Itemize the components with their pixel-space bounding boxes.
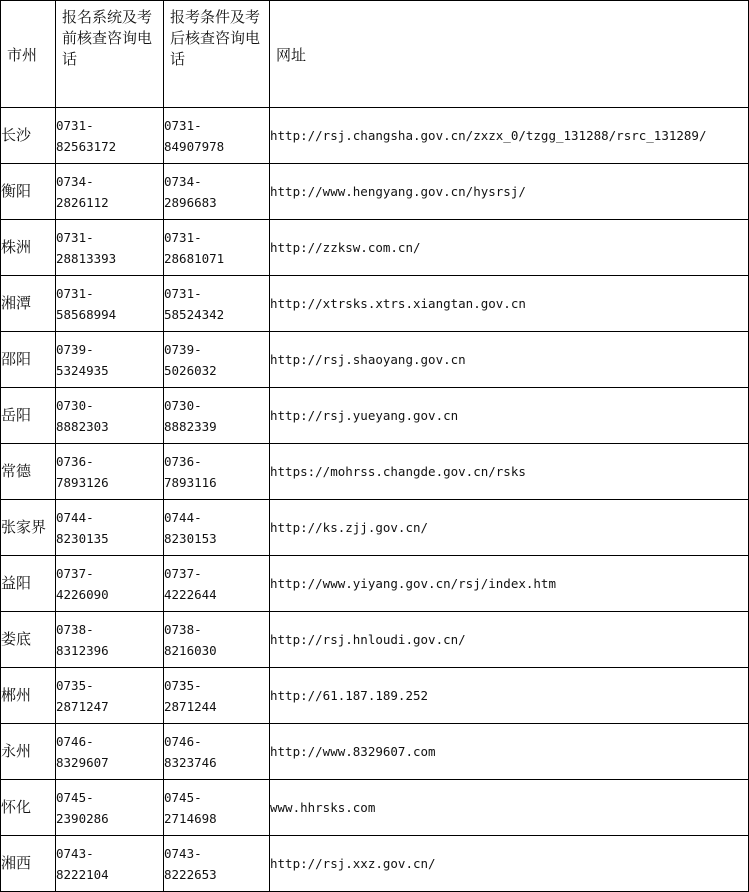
table-row (1, 500, 749, 556)
table-row (1, 332, 749, 388)
phone-register-cell: 0731- 28813393 (56, 220, 164, 276)
url-link[interactable]: http://zzksw.com.cn/ (270, 220, 749, 276)
phone-post-cell: 0734- 2896683 (164, 164, 270, 220)
table-header-row (1, 1, 749, 108)
city-cell: 娄底 (1, 612, 56, 668)
phone-post-cell: 0738- 8216030 (164, 612, 270, 668)
table-row (1, 836, 749, 892)
phone-post-cell: 0735- 2871244 (164, 668, 270, 724)
phone-register-cell: 0734- 2826112 (56, 164, 164, 220)
city-cell: 岳阳 (1, 388, 56, 444)
phone-register-cell: 0737- 4226090 (56, 556, 164, 612)
url-link[interactable]: http://rsj.yueyang.gov.cn (270, 388, 749, 444)
phone-post-cell: 0744- 8230153 (164, 500, 270, 556)
url-link[interactable]: http://www.8329607.com (270, 724, 749, 780)
url-link[interactable]: http://www.hengyang.gov.cn/hysrsj/ (270, 164, 749, 220)
phone-post-cell: 0730- 8882339 (164, 388, 270, 444)
table-row (1, 444, 749, 500)
table-body (1, 108, 749, 892)
phone-post-cell: 0731- 84907978 (164, 108, 270, 164)
url-link[interactable]: http://61.187.189.252 (270, 668, 749, 724)
phone-post-cell: 0731- 58524342 (164, 276, 270, 332)
city-cell: 湘西 (1, 836, 56, 892)
city-cell: 株洲 (1, 220, 56, 276)
city-cell: 怀化 (1, 780, 56, 836)
header-url: 网址 (270, 1, 749, 108)
url-link[interactable]: http://rsj.hnloudi.gov.cn/ (270, 612, 749, 668)
table-row (1, 164, 749, 220)
city-cell: 长沙 (1, 108, 56, 164)
phone-register-cell: 0731- 58568994 (56, 276, 164, 332)
phone-register-cell: 0746- 8329607 (56, 724, 164, 780)
table-row (1, 388, 749, 444)
url-link[interactable]: http://xtrsks.xtrs.xiangtan.gov.cn (270, 276, 749, 332)
phone-register-cell: 0743- 8222104 (56, 836, 164, 892)
city-cell: 益阳 (1, 556, 56, 612)
phone-post-cell: 0743- 8222653 (164, 836, 270, 892)
table-row (1, 724, 749, 780)
table-row (1, 108, 749, 164)
phone-post-cell: 0736- 7893116 (164, 444, 270, 500)
url-link[interactable]: http://ks.zjj.gov.cn/ (270, 500, 749, 556)
header-phone-post: 报考条件及考后核查咨询电话 (164, 1, 270, 108)
phone-register-cell: 0731- 82563172 (56, 108, 164, 164)
phone-post-cell: 0739- 5026032 (164, 332, 270, 388)
url-link[interactable]: http://rsj.changsha.gov.cn/zxzx_0/tzgg_131288/rsrc_131289/ (270, 108, 749, 164)
city-cell: 张家界 (1, 500, 56, 556)
table-row (1, 276, 749, 332)
city-cell: 湘潭 (1, 276, 56, 332)
phone-post-cell: 0745- 2714698 (164, 780, 270, 836)
phone-register-cell: 0735- 2871247 (56, 668, 164, 724)
city-cell: 永州 (1, 724, 56, 780)
url-link[interactable]: http://rsj.xxz.gov.cn/ (270, 836, 749, 892)
url-link[interactable]: http://www.yiyang.gov.cn/rsj/index.htm (270, 556, 749, 612)
table-row (1, 556, 749, 612)
phone-register-cell: 0738- 8312396 (56, 612, 164, 668)
phone-post-cell: 0737- 4222644 (164, 556, 270, 612)
table-row (1, 668, 749, 724)
city-cell: 邵阳 (1, 332, 56, 388)
phone-register-cell: 0730- 8882303 (56, 388, 164, 444)
header-phone-register: 报名系统及考前核查咨询电话 (56, 1, 164, 108)
city-cell: 常德 (1, 444, 56, 500)
header-city: 市州 (1, 1, 56, 108)
table-row (1, 780, 749, 836)
table-row (1, 612, 749, 668)
url-link[interactable]: http://rsj.shaoyang.gov.cn (270, 332, 749, 388)
phone-post-cell: 0746- 8323746 (164, 724, 270, 780)
phone-register-cell: 0745- 2390286 (56, 780, 164, 836)
city-cell: 郴州 (1, 668, 56, 724)
phone-register-cell: 0736- 7893126 (56, 444, 164, 500)
phone-register-cell: 0744- 8230135 (56, 500, 164, 556)
table-row (1, 220, 749, 276)
city-cell: 衡阳 (1, 164, 56, 220)
url-link[interactable]: https://mohrss.changde.gov.cn/rsks (270, 444, 749, 500)
url-link[interactable]: www.hhrsks.com (270, 780, 749, 836)
phone-register-cell: 0739- 5324935 (56, 332, 164, 388)
phone-post-cell: 0731- 28681071 (164, 220, 270, 276)
